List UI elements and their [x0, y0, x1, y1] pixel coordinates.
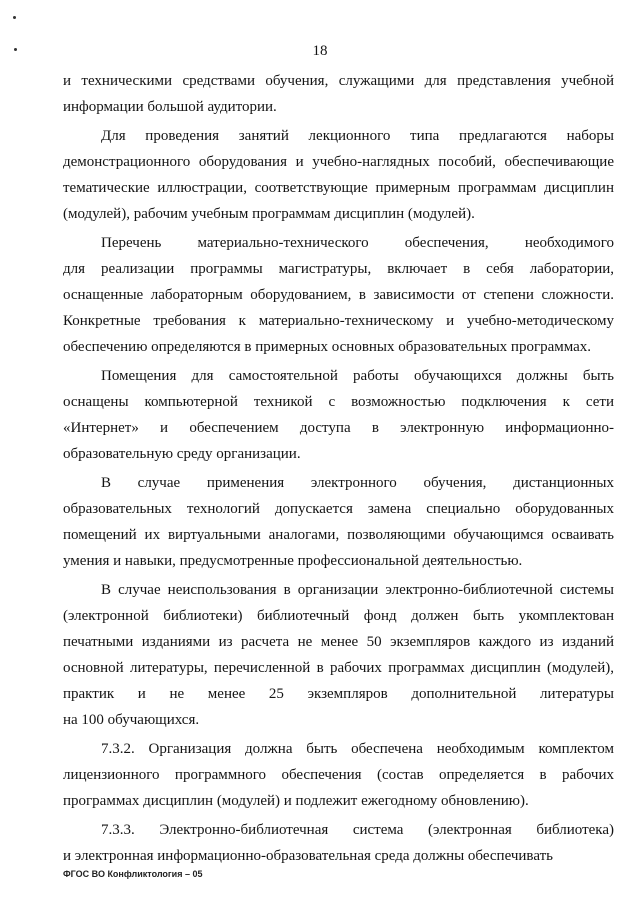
- text-line: демонстрационного оборудования и учебно-наглядных пособий, обеспечивающие: [63, 154, 614, 170]
- text-line: оснащены компьютерной техникой с возможностью подключения к сети: [63, 394, 614, 410]
- paragraph: [63, 230, 614, 360]
- text-line: Конкретные требования к материально-техническому и учебно-методическому: [63, 313, 614, 329]
- text-line: практик и не менее 25 экземпляров дополнительной литературы: [63, 686, 614, 702]
- text-line: «Интернет» и обеспечением доступа в электронную информационно-: [63, 420, 614, 436]
- text-line: программах дисциплин (модулей) и подлежит ежегодному обновлению).: [63, 793, 529, 809]
- text-line: (модулей), рабочим учебным программам дисциплин (модулей).: [63, 206, 475, 222]
- text-line: Помещения для самостоятельной работы обучающихся должны быть: [101, 368, 614, 384]
- scan-mark: [13, 16, 16, 19]
- text-line: и техническими средствами обучения, служащими для представления учебной: [63, 73, 614, 89]
- text-line: печатными изданиями из расчета не менее 50 экземпляров каждого из изданий: [63, 634, 614, 650]
- paragraph: [63, 68, 614, 120]
- text-line: умения и навыки, предусмотренные профессиональной деятельностью.: [63, 553, 523, 569]
- text-line: информации большой аудитории.: [63, 99, 277, 115]
- text-line: на 100 обучающихся.: [63, 712, 200, 728]
- text-line: для реализации программы магистратуры, включает в себя лаборатории,: [63, 261, 614, 277]
- text-line: Перечень материально-технического обеспечения, необходимого: [101, 235, 614, 251]
- text-line: обеспечению определяются в примерных основных образовательных программах.: [63, 339, 592, 355]
- text-line: и электронная информационно-образовательная среда должны обеспечивать: [63, 848, 553, 864]
- document-footer: ФГОС ВО Конфликтология – 05: [63, 869, 203, 879]
- text-line: оснащенные лабораторным оборудованием, в зависимости от степени сложности.: [63, 287, 614, 303]
- text-line: 7.3.2. Организация должна быть обеспечена необходимым комплектом: [101, 741, 614, 757]
- text-line: лицензионного программного обеспечения (состав определяется в рабочих: [63, 767, 614, 783]
- body-text: [63, 68, 614, 869]
- text-line: Для проведения занятий лекционного типа предлагаются наборы: [101, 128, 614, 144]
- text-line: В случае неиспользования в организации электронно-библиотечной системы: [101, 582, 614, 598]
- page-number: 18: [312, 43, 328, 59]
- text-line: (электронной библиотеки) библиотечный фонд должен быть укомплектован: [63, 608, 614, 624]
- text-line: образовательных технологий допускается замена специально оборудованных: [63, 501, 614, 517]
- text-line: 7.3.3. Электронно-библиотечная система (электронная библиотека): [101, 822, 614, 838]
- text-line: образовательную среду организации.: [63, 446, 301, 462]
- text-line: В случае применения электронного обучения, дистанционных: [101, 475, 614, 491]
- paragraph: [63, 736, 614, 814]
- text-line: помещений их виртуальными аналогами, позволяющими обучающимся осваивать: [63, 527, 614, 543]
- paragraph: [63, 363, 614, 467]
- paragraph: [63, 577, 614, 733]
- paragraph: [63, 123, 614, 227]
- paragraph: [63, 817, 614, 869]
- text-line: основной литературы, перечисленной в рабочих программах дисциплин (модулей),: [63, 660, 614, 676]
- text-line: тематические иллюстрации, соответствующие примерным программам дисциплин: [63, 180, 614, 196]
- paragraph: [63, 470, 614, 574]
